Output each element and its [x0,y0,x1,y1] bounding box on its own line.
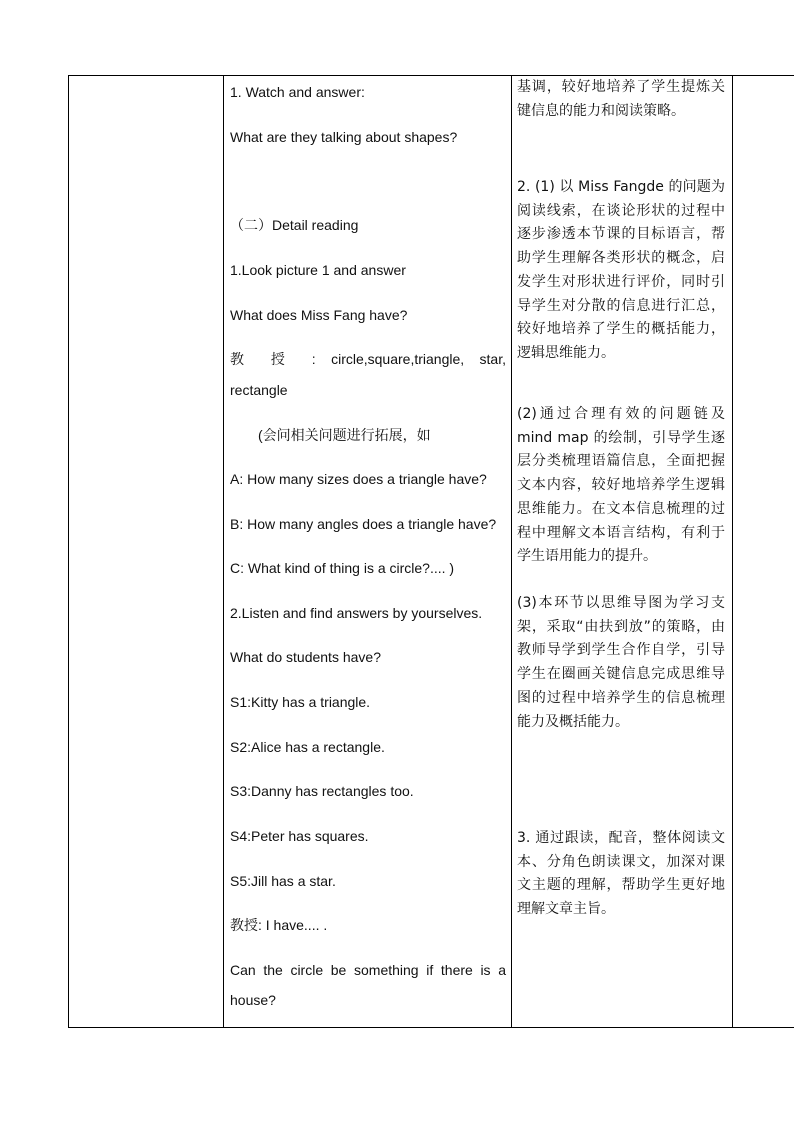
col-border-1 [223,75,224,1028]
procedure-line: 2.Listen and find answers by yourselves. [230,605,483,621]
intent-paragraph: 基调，较好地培养了学生提炼关键信息的能力和阅读策略。 [517,79,725,119]
procedure-line: B: How many angles does a triangle have? [230,516,497,532]
procedure-line: 教授: I have.... . [230,917,328,933]
procedure-line: S1:Kitty has a triangle. [230,694,371,710]
procedure-line: What do students have? [230,649,381,665]
procedure-line: (会问相关问题进行拓展，如 [258,427,431,443]
procedure-line: What does Miss Fang have? [230,307,408,323]
procedure-line: What are they talking about shapes? [230,129,458,145]
intent-paragraph: (3)本环节以思维导图为学习支架，采取“由扶到放”的策略，由教师导学到学生合作自学，引导学生在圈画关键信息完成思维导图的过程中培养学生的信息梳理能力及概括能力。 [517,595,725,730]
procedure-line: A: How many sizes does a triangle have? [230,471,487,487]
procedure-line: Can the circle be something if there is a [230,962,506,978]
procedure-line: S3:Danny has rectangles too. [230,783,414,799]
procedure-line: house? [230,992,276,1008]
col-border-2 [511,75,512,1028]
lesson-plan-table [68,75,794,1028]
intent-paragraph: 3. 通过跟读，配音，整体阅读文本、分角色朗读课文，加深对课文主题的理解，帮助学生更好地理解文章主旨。 [517,830,725,918]
procedure-line: S2:Alice has a rectangle. [230,739,385,755]
procedure-line: S5:Jill has a star. [230,873,336,889]
col-border-3 [732,75,733,1028]
procedure-line: 教 授 : circle,square,triangle, star, [230,351,506,367]
table-bottom-border [68,1027,794,1028]
procedure-line: （二）Detail reading [230,217,359,233]
intent-paragraph: (2)通过合理有效的问题链及 mind map 的绘制，引导学生逐层分类梳理语篇信息，全面把握文本内容，较好地培养学生逻辑思维能力。在文本信息梳理的过程中理解文本语言结构，有利于学生语用能力的提升。 [517,406,725,565]
col-border-left [68,75,69,1028]
procedure-line: C: What kind of thing is a circle?.... ) [230,560,455,576]
procedure-line: S4:Peter has squares. [230,828,369,844]
procedure-line: 1.Look picture 1 and answer [230,262,406,278]
procedure-line: rectangle [230,382,288,398]
procedure-line: 1. Watch and answer: [230,84,365,100]
intent-paragraph: 2. (1) 以 Miss Fangde 的问题为阅读线索，在谈论形状的过程中逐步渗透本节课的目标语言，帮助学生理解各类形状的概念，启发学生对形状进行评价，同时引导学生对分散的信息进行汇总，较好地培养了学生的概括能力，逻辑思维能力。 [517,179,725,361]
